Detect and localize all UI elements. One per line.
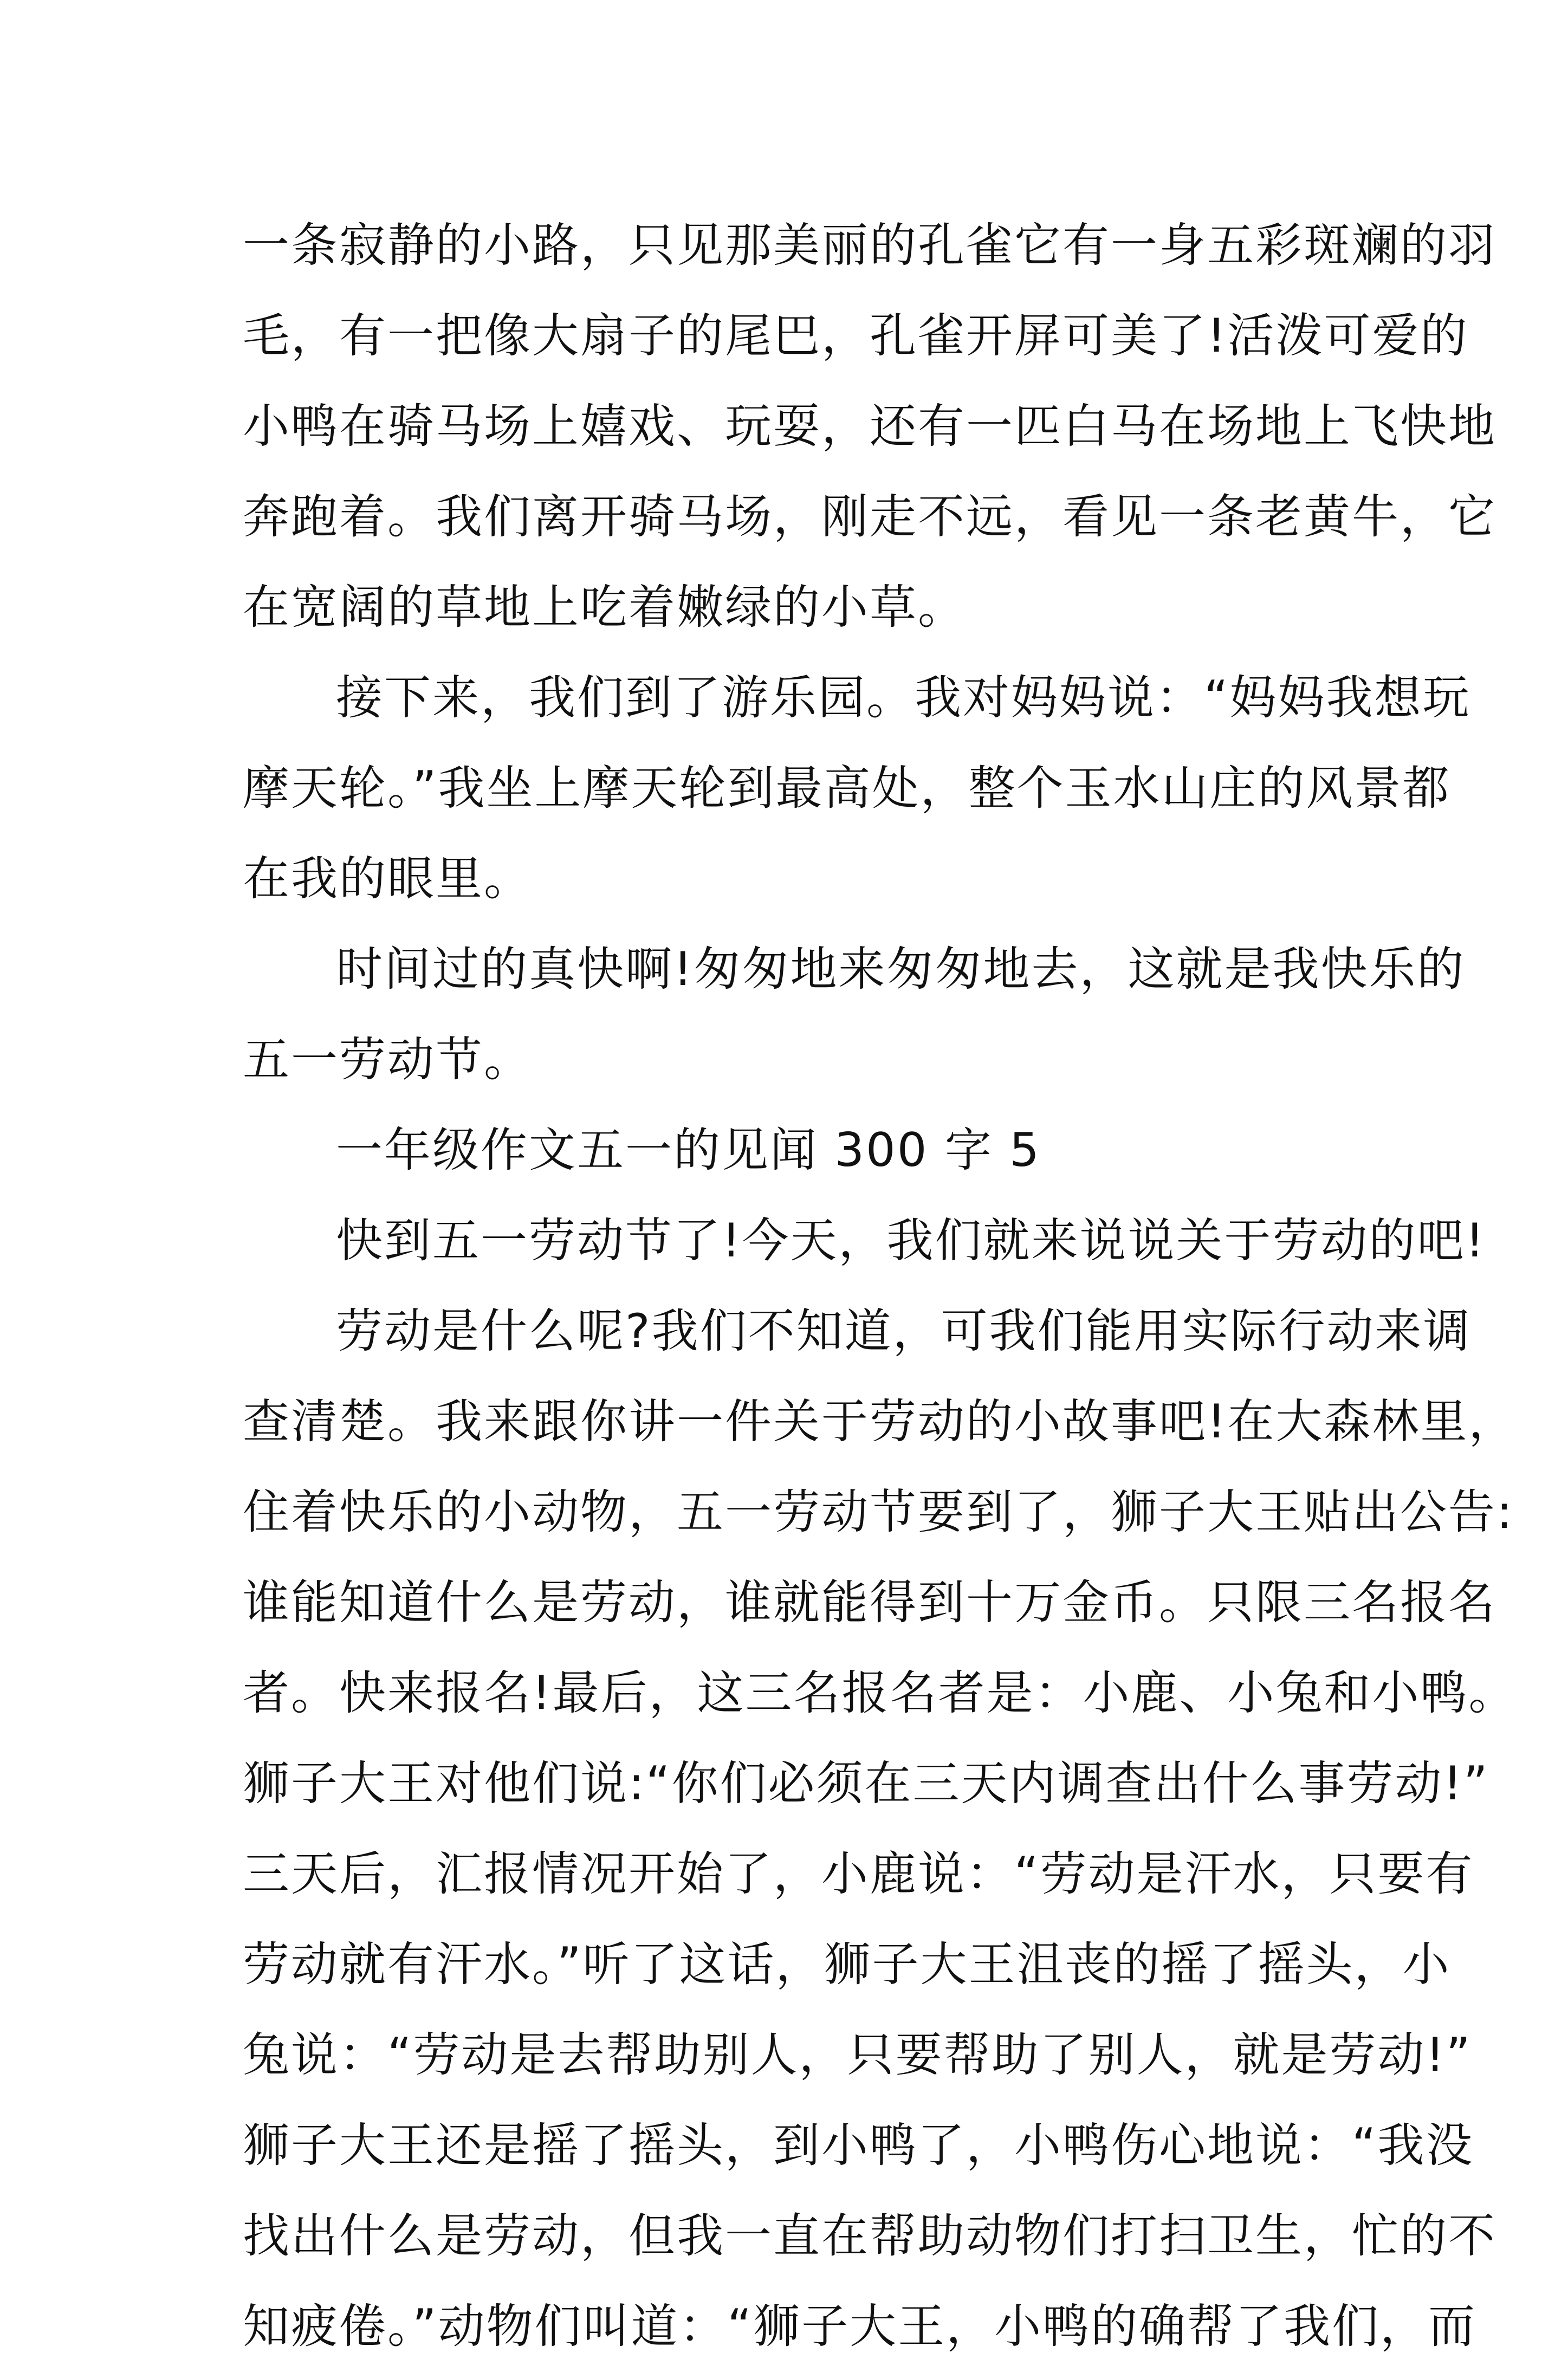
text-line: 兔说：“劳动是去帮助别人，只要帮助了别人，就是劳动!”	[243, 2028, 1472, 2082]
document-page	[243, 200, 1517, 2372]
text-line: 者。快来报名!最后，这三名报名者是：小鹿、小兔和小鸭。	[243, 1666, 1517, 1720]
text-line: 狮子大王对他们说:“你们必须在三天内调查出什么事劳动!”	[243, 1757, 1489, 1811]
text-line: 住着快乐的小动物，五一劳动节要到了，狮子大王贴出公告:	[243, 1485, 1514, 1539]
text-line: 小鸭在骑马场上嬉戏、玩耍，还有一匹白马在场地上飞快地	[243, 399, 1496, 453]
text-line: 谁能知道什么是劳动，谁就能得到十万金币。只限三名报名	[243, 1576, 1496, 1630]
text-line: 奔跑着。我们离开骑马场，刚走不远，看见一条老黄牛，它	[243, 490, 1496, 544]
text-line: 摩天轮。”我坐上摩天轮到最高处，整个玉水山庄的风景都	[243, 761, 1451, 815]
text-line: 五一劳动节。	[243, 1033, 532, 1087]
text-line: 时间过的真快啊!匆匆地来匆匆地去，这就是我快乐的	[336, 942, 1466, 996]
text-line: 三天后，汇报情况开始了，小鹿说：“劳动是汗水，只要有	[243, 1847, 1474, 1901]
text-line: 一条寂静的小路，只见那美丽的孔雀它有一身五彩斑斓的羽	[243, 218, 1496, 273]
text-line: 劳动是什么呢?我们不知道，可我们能用实际行动来调	[336, 1304, 1472, 1358]
text-line: 查清楚。我来跟你讲一件关于劳动的小故事吧!在大森林里，	[243, 1395, 1517, 1449]
text-line: 毛，有一把像大扇子的尾巴，孔雀开屏可美了!活泼可爱的	[243, 309, 1469, 363]
text-line: 快到五一劳动节了!今天，我们就来说说关于劳动的吧!	[336, 1214, 1486, 1268]
text-line: 在宽阔的草地上吃着嫩绿的小草。	[243, 580, 966, 634]
text-line: 狮子大王还是摇了摇头，到小鸭了，小鸭伤心地说：“我没	[243, 2118, 1474, 2173]
text-line: 一年级作文五一的见闻 300 字 5	[336, 1123, 1041, 1177]
text-line: 在我的眼里。	[243, 852, 532, 906]
text-line: 找出什么是劳动，但我一直在帮助动物们打扫卫生，忙的不	[243, 2209, 1496, 2263]
text-line: 接下来，我们到了游乐园。我对妈妈说：“妈妈我想玩	[336, 671, 1471, 725]
text-line: 知疲倦。”动物们叫道：“狮子大王，小鸭的确帮了我们，而	[243, 2299, 1477, 2354]
text-line: 劳动就有汗水。”听了这话，狮子大王沮丧的摇了摇头，小	[243, 1937, 1451, 1992]
